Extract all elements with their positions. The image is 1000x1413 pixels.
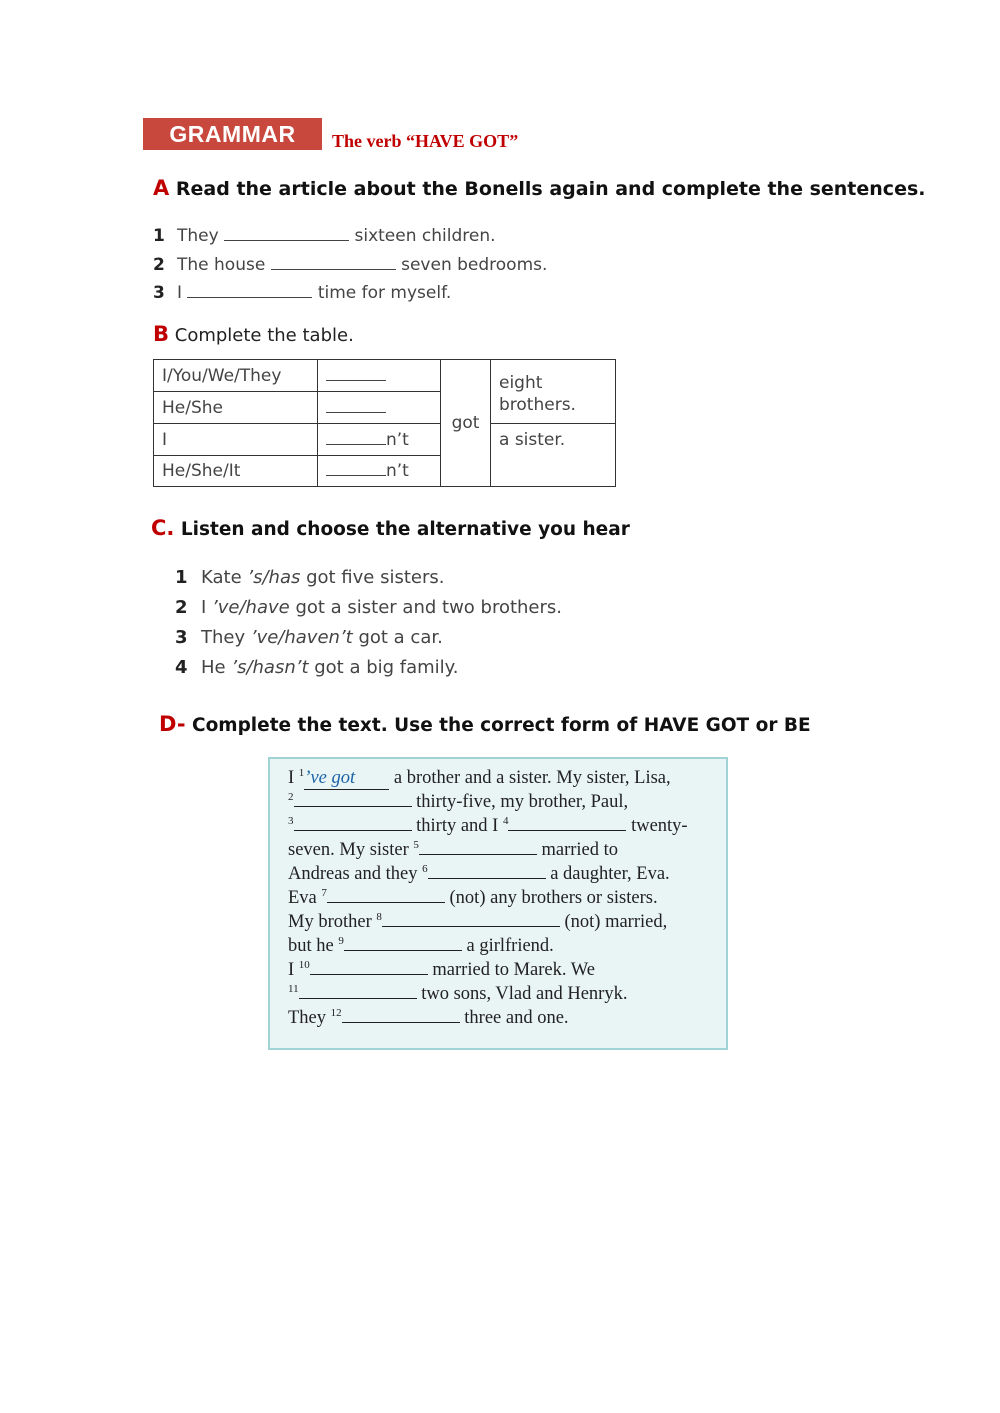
list-item	[153, 255, 547, 275]
grammar-table	[153, 359, 616, 487]
answer-blank[interactable]	[326, 366, 386, 381]
answer-blank[interactable]	[382, 912, 560, 927]
text-line	[288, 887, 658, 909]
item-number: 2	[175, 597, 188, 618]
text-segment: I	[288, 960, 299, 981]
sentence-text: They	[177, 226, 219, 246]
alternative-choice[interactable]: ’ve/have	[212, 597, 290, 618]
example-answer: ’ve got	[304, 768, 389, 790]
text-segment: seven. My sister	[288, 840, 414, 861]
sentence-text: got a car.	[352, 627, 443, 648]
text-segment: I	[288, 768, 299, 789]
sentence-text: sixteen children.	[354, 226, 496, 246]
text-segment: (not) any brothers or sisters.	[444, 888, 658, 909]
sentence-text: seven bedrooms.	[401, 255, 548, 275]
answer-blank[interactable]	[224, 226, 349, 241]
answer-blank[interactable]	[326, 430, 386, 445]
text-segment: a girlfriend.	[461, 936, 554, 957]
table-cell-blank[interactable]	[318, 392, 441, 424]
text-line	[288, 863, 670, 885]
list-item	[175, 627, 443, 648]
answer-blank[interactable]	[326, 398, 386, 413]
suffix-text: n’t	[386, 429, 409, 450]
text-line	[288, 959, 595, 981]
text-segment: a daughter, Eva.	[545, 864, 670, 885]
gap-number: 2	[288, 791, 294, 803]
item-number: 1	[153, 226, 165, 246]
text-line	[288, 767, 671, 790]
answer-blank[interactable]	[327, 888, 445, 903]
text-segment: They	[288, 1008, 331, 1029]
text-line	[288, 815, 688, 837]
gap-number: 9	[338, 935, 344, 947]
text-segment: Andreas and they	[288, 864, 423, 885]
text-segment: three and one.	[459, 1008, 569, 1029]
alternative-choice[interactable]: ’s/has	[247, 567, 301, 588]
grammar-subtitle: The verb “HAVE GOT”	[332, 131, 519, 151]
section-d-heading	[159, 712, 811, 736]
answer-blank[interactable]	[187, 283, 312, 298]
answer-blank[interactable]	[344, 936, 462, 951]
sentence-text: got a big family.	[308, 657, 459, 678]
gap-number: 11	[288, 983, 299, 995]
section-c-title: Listen and choose the alternative you hear	[180, 519, 630, 540]
answer-blank[interactable]	[271, 255, 396, 270]
gap-number: 7	[321, 887, 327, 899]
text-line	[288, 839, 618, 861]
sentence-text: They	[201, 627, 251, 648]
table-cell-subject: I/You/We/They	[154, 360, 318, 392]
answer-blank[interactable]	[294, 792, 412, 807]
gap-number: 10	[298, 959, 310, 971]
table-row	[154, 424, 616, 456]
section-c-heading	[151, 516, 630, 540]
answer-blank[interactable]	[419, 840, 537, 855]
section-a-title: Read the article about the Bonells again and complete the sentences.	[175, 178, 926, 200]
list-item	[175, 567, 444, 588]
sentence-text: He	[201, 657, 232, 678]
text-segment: but he	[288, 936, 339, 957]
answer-blank[interactable]	[299, 984, 417, 999]
text-line	[288, 911, 667, 933]
item-number: 4	[175, 657, 188, 678]
text-line	[288, 983, 627, 1005]
table-cell-verb: got	[441, 360, 491, 487]
sentence-text: The house	[177, 255, 266, 275]
alternative-choice[interactable]: ’s/hasn’t	[231, 657, 309, 678]
answer-blank[interactable]	[508, 816, 626, 831]
text-segment: two sons, Vlad and Henryk.	[416, 984, 628, 1005]
item-number: 3	[153, 283, 165, 303]
suffix-text: n’t	[386, 461, 409, 481]
gap-number: 1	[298, 767, 305, 779]
section-b-letter: B	[153, 322, 170, 346]
text-line	[288, 791, 628, 813]
section-b-heading	[153, 322, 354, 346]
text-box	[268, 757, 728, 1050]
section-c-letter: C.	[151, 516, 175, 540]
table-cell-object: a sister.	[491, 424, 616, 487]
text-line	[288, 935, 554, 957]
section-d-title: Complete the text. Use the correct form of HAVE GOT or BE	[192, 715, 811, 736]
table-row	[154, 360, 616, 392]
gap-number: 6	[422, 863, 428, 875]
text-segment: Eva	[288, 888, 322, 909]
text-line	[288, 1007, 569, 1029]
sentence-text: I	[201, 597, 213, 618]
text-segment: thirty and I	[411, 816, 503, 837]
answer-blank[interactable]	[428, 864, 546, 879]
alternative-choice[interactable]: ’ve/haven’t	[250, 627, 353, 648]
sentence-text: I	[177, 283, 183, 303]
grammar-banner: GRAMMAR	[143, 118, 322, 150]
list-item	[175, 657, 459, 678]
table-cell-blank[interactable]	[318, 360, 441, 392]
gap-number: 12	[330, 1007, 342, 1019]
text-segment: thirty-five, my brother, Paul,	[411, 792, 629, 813]
section-a-heading	[153, 176, 925, 200]
gap-number: 3	[288, 815, 294, 827]
section-b-title: Complete the table.	[174, 325, 354, 346]
answer-blank[interactable]	[342, 1008, 460, 1023]
table-cell-object: eight brothers.	[491, 360, 616, 424]
sentence-text: time for myself.	[317, 283, 452, 303]
text-segment: a brother and a sister. My sister, Lisa,	[389, 768, 671, 789]
answer-blank[interactable]	[326, 461, 386, 476]
answer-blank[interactable]	[310, 960, 428, 975]
sentence-text: got five sisters.	[300, 567, 445, 588]
sentence-text: Kate	[201, 567, 248, 588]
item-number: 3	[175, 627, 188, 648]
item-number: 2	[153, 255, 165, 275]
text-segment: twenty-	[626, 816, 688, 837]
table-cell-subject: I	[154, 424, 318, 456]
item-number: 1	[175, 567, 188, 588]
text-segment: married to	[536, 840, 619, 861]
list-item	[175, 597, 562, 618]
table-cell-blank[interactable]	[318, 456, 441, 487]
gap-number: 4	[502, 815, 509, 827]
text-segment: My brother	[288, 912, 377, 933]
table-cell-subject: He/She/It	[154, 456, 318, 487]
list-item	[153, 283, 451, 303]
text-segment: married to Marek. We	[427, 960, 595, 981]
gap-number: 8	[376, 911, 382, 923]
table-cell-subject: He/She	[154, 392, 318, 424]
section-d-letter: D-	[159, 712, 186, 736]
sentence-text: got a sister and two brothers.	[289, 597, 563, 618]
answer-blank[interactable]	[294, 816, 412, 831]
section-a-letter: A	[153, 176, 170, 200]
text-segment: (not) married,	[559, 912, 668, 933]
gap-number: 5	[413, 839, 419, 851]
table-cell-blank[interactable]	[318, 424, 441, 456]
list-item	[153, 226, 496, 246]
